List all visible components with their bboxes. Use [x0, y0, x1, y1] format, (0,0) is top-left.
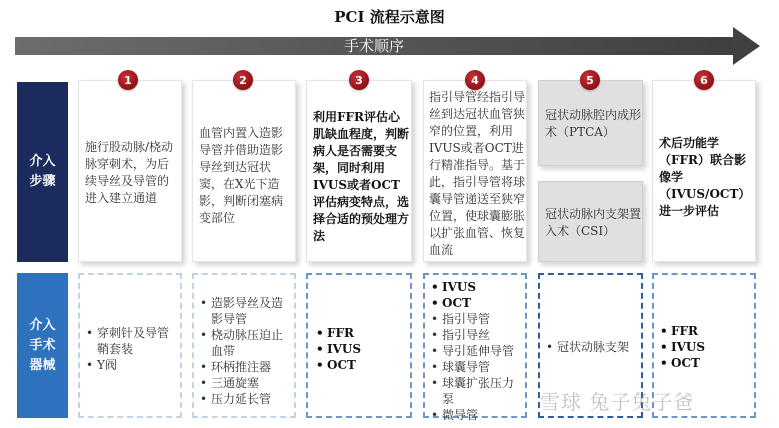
device-item: • 压力延长管 [200, 391, 292, 407]
step-card-5a [538, 80, 643, 166]
step-2-text: 血管内置入造影导管并借助造影导丝到达冠状窦，在X光下造影，判断闭塞病变部位 [199, 126, 284, 225]
device-item: • 导引延伸导管 [431, 343, 525, 359]
device-box-3 [306, 273, 412, 418]
step-1-text: 施行股动脉/桡动脉穿刺术，为后续导丝及导管的进入建立通道 [85, 140, 174, 205]
device-item: • FFR [660, 323, 752, 339]
device-item: • 冠状动脉支架 [546, 339, 640, 355]
step-badge-1: 1 [118, 70, 138, 90]
step-card-6 [652, 80, 756, 262]
step-card-5b [538, 181, 643, 262]
device-item: • OCT [316, 357, 408, 373]
procedure-order-arrow [15, 27, 760, 71]
device-box-4 [423, 273, 527, 422]
step-badge-2: 2 [233, 70, 253, 90]
step-5b-text: 冠状动脉内支架置入术（CSI） [545, 207, 642, 238]
device-item: • 三通旋塞 [200, 375, 292, 391]
device-item: • 穿刺针及导管鞘套装 [86, 325, 178, 357]
device-item: • IVUS [316, 341, 408, 357]
device-item: • 环柄推注器 [200, 359, 292, 375]
steps-row-label [17, 82, 68, 262]
device-item: • 造影导丝及造影导管 [200, 295, 292, 327]
device-item: • 球囊导管 [431, 359, 525, 375]
step-badge-3: 3 [349, 70, 369, 90]
device-item: • IVUS [660, 339, 752, 355]
steps-label-text: 介入 步骤 [29, 154, 56, 189]
arrow-label: 手术顺序 [343, 37, 404, 55]
device-box-1 [78, 273, 182, 418]
device-item: • IVUS [431, 279, 525, 295]
devices-row-label [17, 273, 68, 418]
watermark: 雪球 兔子兔子爸 [540, 390, 695, 414]
device-item: • Y阀 [86, 357, 178, 373]
device-item: • FFR [316, 325, 408, 341]
device-item: • OCT [660, 355, 752, 371]
step-card-2 [192, 80, 296, 262]
step-card-4 [423, 80, 527, 262]
devices-label-text: 介入 手术 器械 [29, 317, 56, 373]
step-6-text: 术后功能学（FFR）联合影像学（IVUS/OCT）进一步评估 [659, 136, 751, 218]
device-item: • OCT [431, 295, 525, 311]
device-item: • 球囊扩张压力泵 [431, 375, 525, 407]
step-badge-4: 4 [465, 70, 485, 90]
step-4-text: 指引导管经指引导丝到达冠状血管狭窄的位置，利用IVUS或者OCT进行精准指导。基于此，指引导管将球囊导管递送至狭窄位置，使球囊膨胀以扩张血管、恢复血流 [429, 90, 526, 257]
diagram-title: PCI 流程示意图 [334, 8, 445, 26]
step-card-3 [306, 80, 412, 262]
device-item: • 微导管 [431, 407, 525, 423]
step-badge-6: 6 [694, 70, 714, 90]
device-item: • 指引导丝 [431, 327, 525, 343]
step-card-1 [78, 80, 182, 262]
step-5a-text: 冠状动脉腔内成形术（PTCA） [545, 108, 642, 139]
device-item: • 指引导管 [431, 311, 525, 327]
device-item: • 桡动脉压迫止血带 [200, 327, 292, 359]
device-box-2 [192, 273, 296, 418]
step-badge-5: 5 [580, 70, 600, 90]
step-3-text: 利用FFR评估心肌缺血程度，判断病人是否需要支架，同时利用IVUS或者OCT评估病变特点，选择合适的预处理方法 [313, 110, 410, 243]
